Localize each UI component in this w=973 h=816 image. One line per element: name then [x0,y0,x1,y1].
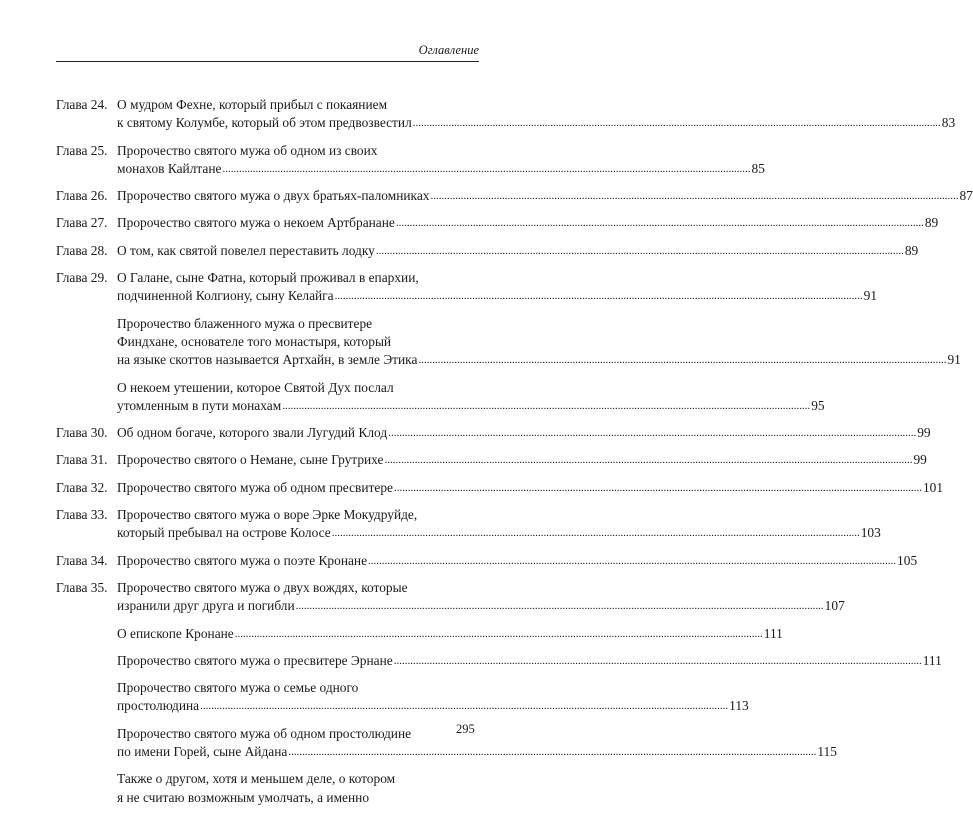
toc-entry [56,579,845,616]
toc-entry-label [56,625,117,643]
dot-leader [296,597,824,615]
toc-entry-line [117,725,837,743]
toc-entry-page-number[interactable]: 113 [729,698,749,714]
toc-entry-title [117,679,749,716]
toc-entry-line [117,315,961,333]
toc-entry-page-number[interactable]: 95 [811,397,825,413]
toc-entry-title [117,506,881,543]
toc-entry-line [117,114,955,132]
toc-entry-line [117,424,931,442]
toc-entry-page-number[interactable]: 101 [922,479,944,495]
toc-entry-line-text: на языке скоттов называется Артхайн, в земле Этика [117,352,418,368]
toc-entry-line [117,625,783,643]
toc-entry-line [117,96,955,114]
toc-entry-label: Глава 26. [56,188,108,204]
toc-entry-title [117,579,845,616]
toc-entry-line-text: Пророчество святого мужа о поэте Кронане [117,552,368,568]
toc-entry-label: Глава 30. [56,425,108,441]
toc-entry-line [117,333,961,351]
toc-entry-label: Глава 33. [56,507,108,523]
toc-entry-line [117,506,881,524]
toc-entry-label [56,315,117,370]
toc-entry [56,187,973,205]
toc-entry-line-text: утомленным в пути монахам [117,397,282,413]
toc-entry-line-text: Пророчество святого о Немане, сыне Грутрихе [117,452,384,468]
toc-entry-line-text: О том, как святой повелел переставить лодку [117,242,375,258]
toc-entry [56,214,939,232]
toc-entry-label [56,379,117,416]
toc-entry-title [117,424,931,442]
toc-entry-title [117,379,825,416]
toc-entry-page-number[interactable]: 85 [751,160,765,176]
toc-entry-line [117,242,918,260]
toc-entry [56,725,837,762]
toc-entry-line [117,479,943,497]
toc-entry-line-text: Пророчество святого мужа об одном из своих [117,142,378,158]
toc-entry-title [117,770,483,807]
toc-entry-line-text: О епископе Кронане [117,625,234,641]
toc-entry-line-text: Финдхане, основателе того монастыря, который [117,333,392,349]
toc-entry-line [117,524,881,542]
toc-entry-line-text: к святому Колумбе, который об этом предвозвестил [117,115,412,131]
dot-leader [335,287,863,305]
dot-leader [430,187,958,205]
toc-entry-line-text: Пророчество святого мужа об одном простолюдине [117,725,412,741]
toc-entry-title [117,725,837,762]
dot-leader [394,479,922,497]
toc-entry-line [117,743,837,761]
toc-entry-page-number[interactable]: 83 [941,115,956,131]
toc-entry-line-text: который пребывал на острове Колосе [117,525,331,541]
toc-entry-title [117,187,973,205]
toc-entry-label [56,652,117,670]
toc-entry-line-text: простолюдина [117,698,200,714]
toc-entry-page-number[interactable]: 105 [897,552,918,568]
toc-entry-label: Глава 32. [56,479,108,495]
toc-entry [56,552,918,570]
toc-entry-page-number[interactable]: 99 [913,452,927,468]
toc-entry-line [117,287,877,305]
toc-entry-title [117,552,917,570]
toc-entry-line-text: Пророчество святого мужа о воре Эрке Мокудруйде, [117,507,418,523]
toc-entry [56,770,483,807]
toc-entry [56,652,942,670]
dot-leader [394,652,922,670]
toc-entry-line-text: Пророчество блаженного мужа о пресвитере [117,315,373,331]
dot-leader [396,214,924,232]
toc-entry-line-text: подчиненной Колгиону, сыну Келайга [117,288,334,304]
running-header-title: Оглавление [418,43,479,57]
toc-entry-page-number[interactable]: 111 [922,652,942,668]
dot-leader [282,397,810,415]
toc-entry-page-number[interactable]: 99 [917,425,931,441]
toc-entry [56,242,919,260]
toc-entry-line-text: Об одном богаче, которого звали Лугудий Клод [117,425,388,441]
toc-entry-label: Глава 31. [56,452,108,468]
toc-entry-page-number[interactable]: 111 [763,625,783,641]
toc-entry-line [117,142,765,160]
toc-entry-line-text: по имени Горей, сыне Айдана [117,744,288,760]
dot-leader [222,160,750,178]
toc-entry-title [117,214,938,232]
toc-entry-line [117,269,877,287]
dot-leader [384,451,912,469]
toc-entry-line-text: Также о другом, хотя и меньшем деле, о котором [117,771,396,787]
toc-entry-label: Глава 29. [56,270,108,286]
toc-entry-line [117,597,845,615]
toc-entry-page-number[interactable]: 107 [824,598,845,614]
toc-entry-line-text: О Галане, сыне Фатна, который проживал в епархии, [117,270,419,286]
toc-entry-page-number[interactable]: 115 [817,744,837,760]
toc-entry-line-text: изранили друг друга и погибли [117,598,295,614]
dot-leader [200,697,728,715]
toc-entry-title [117,625,783,643]
toc-entry-label: Глава 34. [56,552,108,568]
toc-entry-page-number[interactable]: 89 [904,242,919,258]
toc-entry-title [117,242,918,260]
toc-entry-line [117,552,917,570]
toc-entry-line-text: О некоем утешении, которое Святой Дух послал [117,379,394,395]
toc-entry-line [117,214,938,232]
toc-entry-title [117,142,765,179]
toc-entry-page-number[interactable]: 87 [959,188,973,204]
toc-entry-label: Глава 28. [56,242,108,258]
dot-leader [388,424,916,442]
toc-entry-label [56,770,117,807]
toc-entry-line [117,351,961,369]
toc-entry-label: Глава 27. [56,215,108,231]
toc-entry-line [117,770,483,788]
toc-entry-line-text: я не считаю возможным умолчать, а именно [117,789,370,805]
toc-entry-line [117,679,749,697]
toc-entry-line-text: Пророчество святого мужа о двух вождях, которые [117,579,408,595]
toc-entry-line [117,397,825,415]
running-header [56,43,479,62]
toc-entry-line-text: Пророчество святого мужа о пресвитере Эрнане [117,652,393,668]
toc-entry-page-number[interactable]: 89 [924,215,939,231]
table-of-contents [56,96,973,816]
toc-entry [56,506,881,543]
toc-entry [56,424,931,442]
toc-entry-title [117,479,943,497]
toc-entry-label: Глава 35. [56,579,108,595]
toc-entry-line [117,789,483,807]
toc-entry [56,451,927,469]
toc-entry-label [56,679,117,716]
dot-leader [288,743,816,761]
toc-entry [56,479,944,497]
dot-leader [376,242,904,260]
toc-entry-line [117,160,765,178]
toc-entry-line-text: О мудром Фехне, который прибыл с покаянием [117,97,388,112]
toc-entry-label: Глава 24. [56,97,108,112]
toc-entry [56,142,765,179]
toc-entry-page-number[interactable]: 91 [863,288,878,304]
toc-entry-label: Глава 25. [56,142,108,158]
toc-entry-title [117,652,942,670]
toc-entry-line-text: монахов Кайлтане [117,160,222,176]
dot-leader [368,552,896,570]
toc-entry-line [117,187,973,205]
toc-entry-page-number[interactable]: 103 [860,525,881,541]
toc-entry-line [117,451,927,469]
toc-entry-title [117,451,927,469]
toc-entry-label [56,725,117,762]
toc-entry-title [117,269,877,306]
toc-entry [56,269,878,306]
toc-entry [56,96,956,133]
toc-entry [56,679,749,716]
page-number: 295 [456,722,475,736]
dot-leader [418,351,946,369]
toc-entry-page-number[interactable]: 91 [947,352,961,368]
toc-entry-line [117,652,942,670]
toc-entry-line [117,697,749,715]
toc-entry [56,315,961,370]
toc-entry-line [117,579,845,597]
toc-entry-line-text: Пророчество святого мужа о некоем Артбранане [117,215,395,231]
toc-entry-line-text: Пророчество святого мужа о двух братьях-паломниках [117,188,430,204]
toc-entry-title [117,96,955,133]
dot-leader [413,114,941,132]
dot-leader [235,625,763,643]
toc-entry-line-text: Пророчество святого мужа об одном пресвитере [117,479,393,495]
toc-entry-line-text: Пророчество святого мужа о семье одного [117,680,359,696]
dot-leader [332,524,860,542]
toc-entry-title [117,315,961,370]
toc-entry [56,625,783,643]
toc-entry [56,379,825,416]
toc-entry-line [117,379,825,397]
